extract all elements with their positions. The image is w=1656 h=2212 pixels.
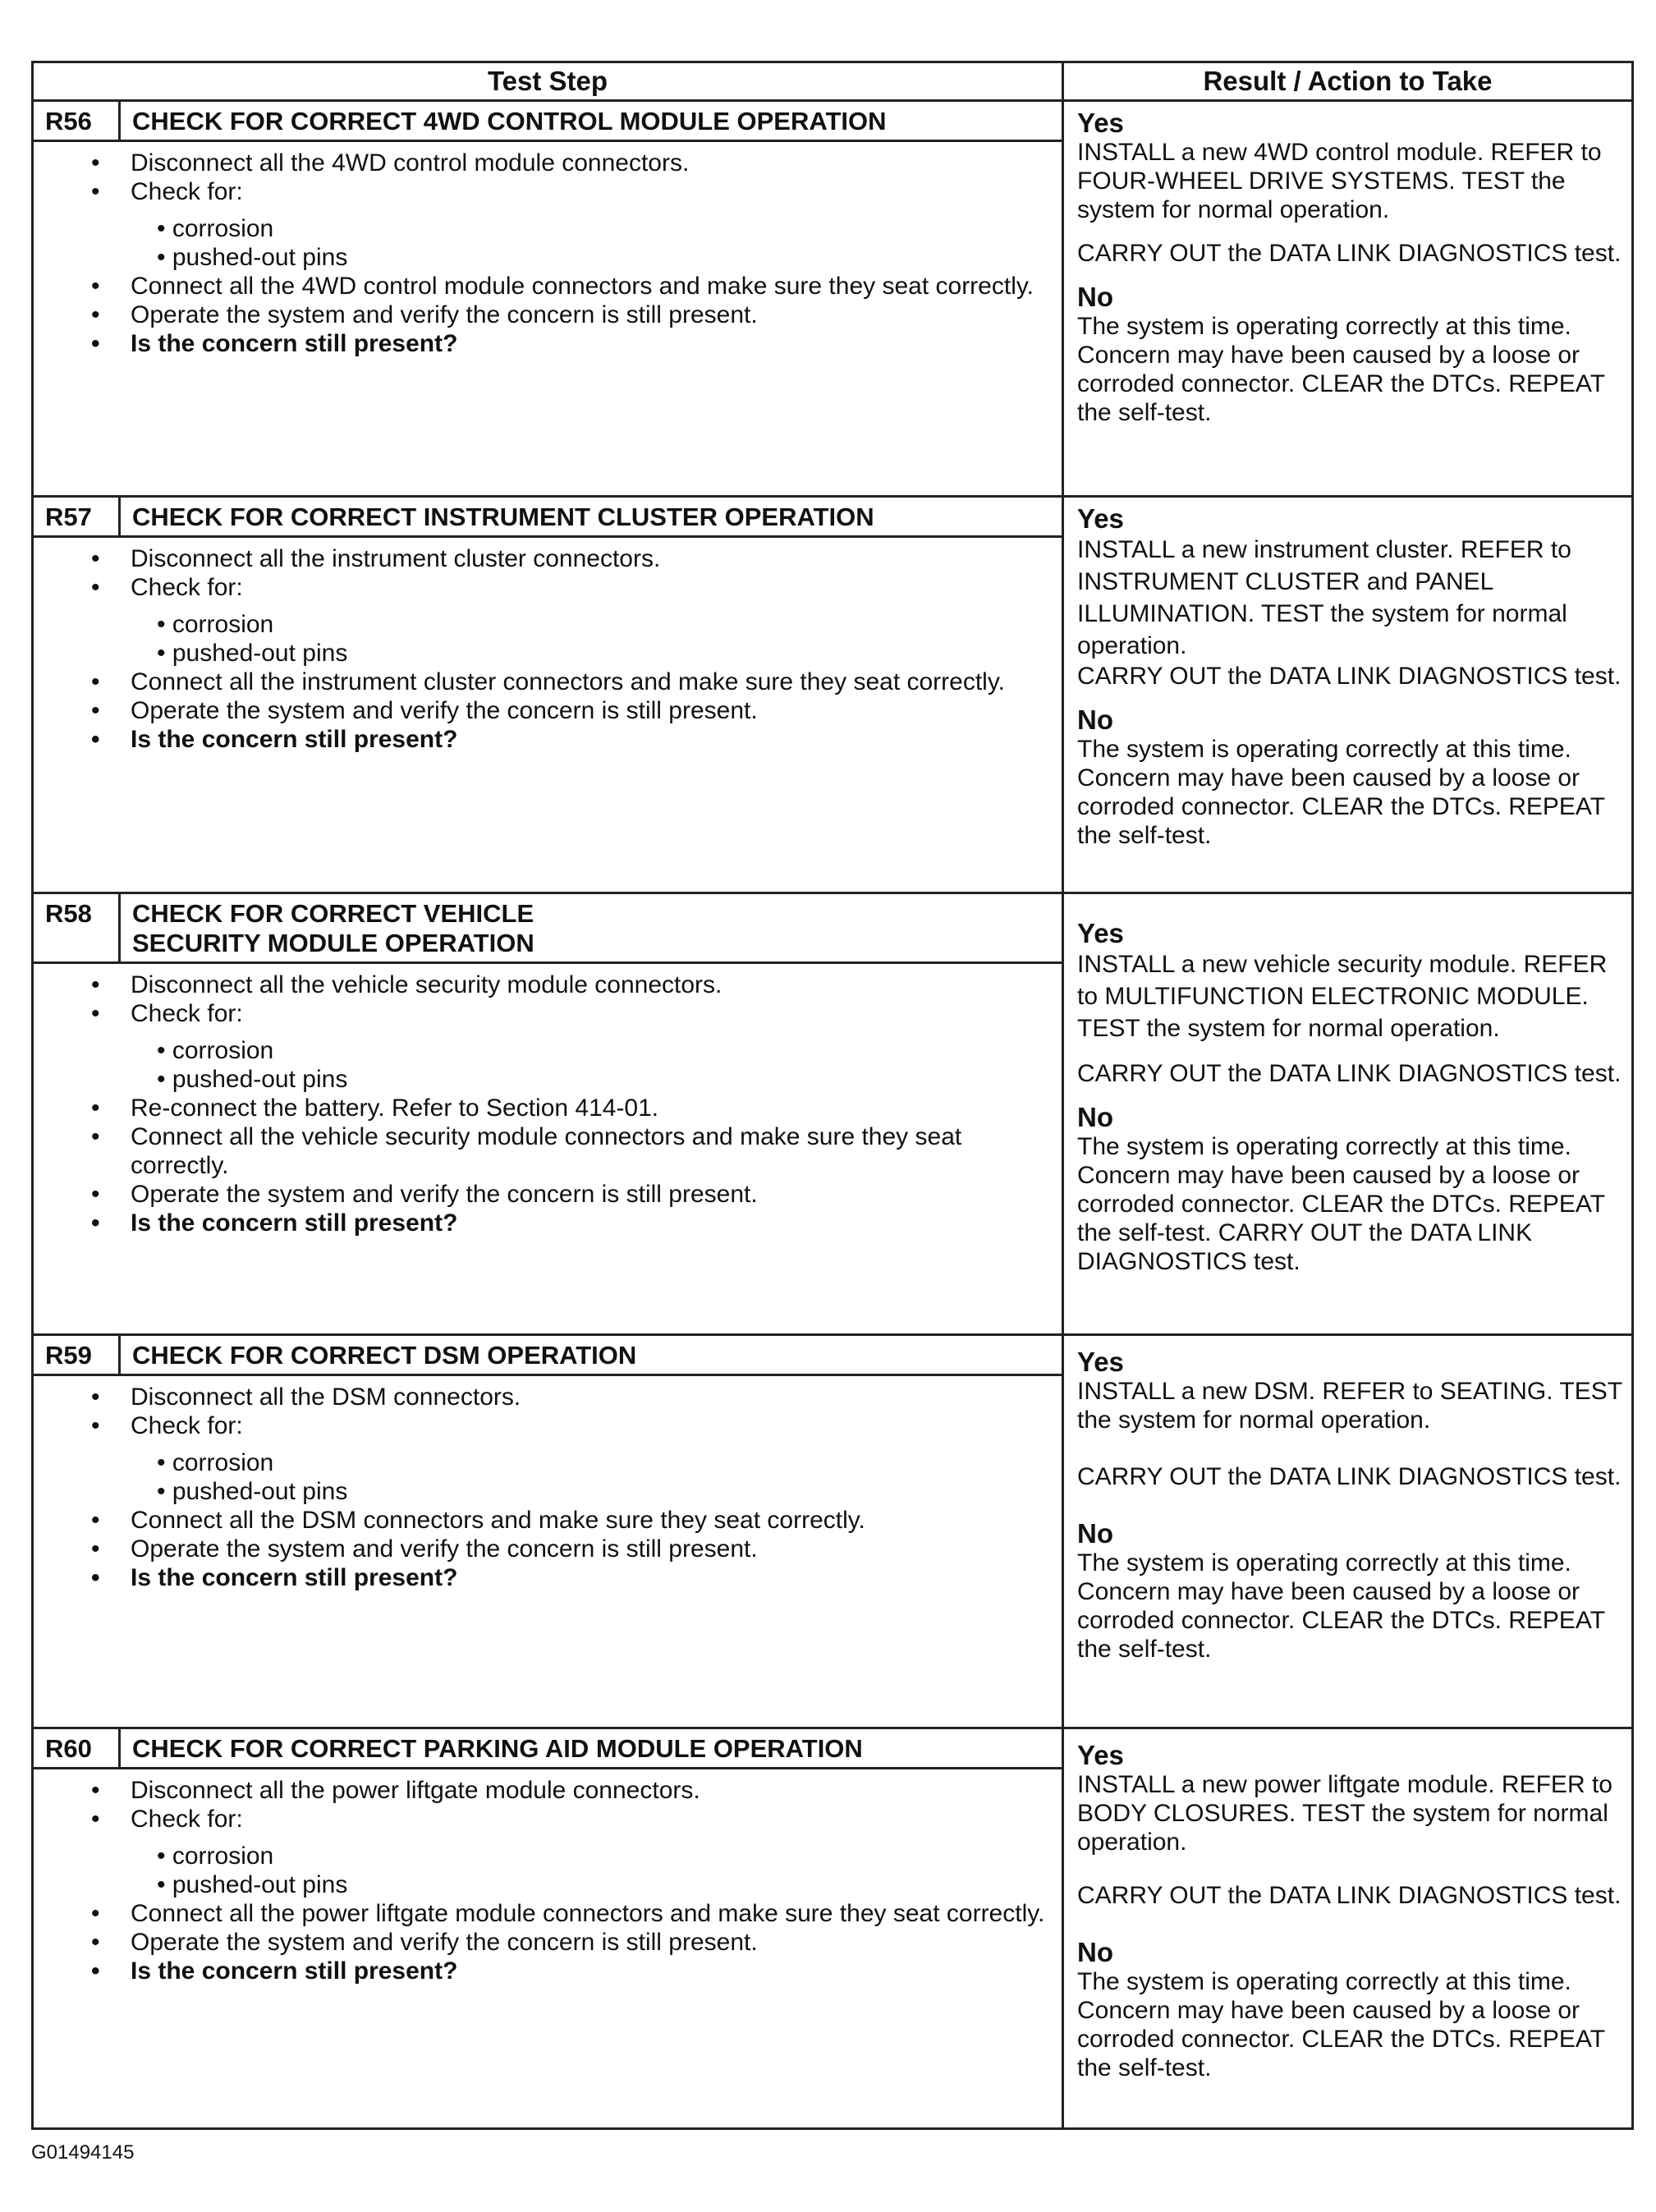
yes-label: Yes	[1077, 1740, 1124, 1770]
sub-item: • pushed-out pins	[157, 1066, 348, 1093]
sub-item: • corrosion	[157, 1449, 274, 1476]
test-step-r58	[34, 894, 1631, 1336]
test-step-r57	[34, 498, 1631, 894]
sub-item: • pushed-out pins	[157, 244, 348, 271]
step-item: • Connect all the power liftgate module connectors and make sure they seat correctly.	[131, 1899, 1053, 1928]
yes-action: INSTALL a new vehicle security module. REFER to MULTIFUNCTION ELECTRONIC MODULE. TEST the system for normal operation.	[1077, 951, 1608, 1042]
step-item: • Disconnect all the DSM connectors.	[131, 1383, 1053, 1411]
step-procedure	[34, 1376, 1062, 1592]
result-action	[1064, 102, 1631, 495]
test-step-r60	[34, 1729, 1631, 2127]
no-label: No	[1077, 1518, 1113, 1549]
sub-item: • pushed-out pins	[157, 1478, 348, 1505]
yes-action: INSTALL a new 4WD control module. REFER to FOUR-WHEEL DRIVE SYSTEMS. TEST the system for normal operation.	[1077, 139, 1602, 223]
result-action	[1064, 894, 1631, 1333]
sub-item: • corrosion	[157, 1037, 274, 1064]
step-item: • Disconnect all the instrument cluster connectors.	[131, 544, 1053, 573]
sub-item: • corrosion	[157, 1843, 274, 1870]
test-step-r56	[34, 102, 1631, 498]
no-action: The system is operating correctly at this time. Concern may have been caused by a loose or corroded connector. CLEAR the DTCs. REPEAT the self-test.	[1077, 736, 1605, 849]
no-label: No	[1077, 282, 1113, 312]
step-item: • Check for:	[131, 573, 1053, 602]
result-action	[1064, 498, 1631, 892]
step-item: • Check for:	[131, 999, 1053, 1028]
yes-label: Yes	[1077, 503, 1124, 534]
yes-action: INSTALL a new power liftgate module. REFER to BODY CLOSURES. TEST the system for normal operation.	[1077, 1771, 1612, 1856]
step-item: • Connect all the instrument cluster connectors and make sure they seat correctly.	[131, 668, 1053, 696]
step-title: CHECK FOR CORRECT PARKING AID MODULE OPERATION	[132, 1734, 863, 1763]
step-question: • Is the concern still present?	[131, 1209, 1053, 1237]
no-action: The system is operating correctly at this time. Concern may have been caused by a loose or corroded connector. CLEAR the DTCs. REPEAT the self-test.	[1077, 1968, 1605, 2081]
no-label: No	[1077, 704, 1113, 735]
yes-action-2: CARRY OUT the DATA LINK DIAGNOSTICS test.	[1077, 663, 1622, 690]
step-procedure	[34, 1769, 1062, 1985]
step-item: • Operate the system and verify the concern is still present.	[131, 1928, 1053, 1957]
yes-action-2: CARRY OUT the DATA LINK DIAGNOSTICS test.	[1077, 240, 1622, 267]
no-action: The system is operating correctly at this time. Concern may have been caused by a loose or corroded connector. CLEAR the DTCs. REPEAT the self-test.	[1077, 313, 1605, 426]
step-item: • Re-connect the battery. Refer to Section 414-01.	[131, 1094, 1053, 1122]
step-item: • Operate the system and verify the concern is still present.	[131, 1180, 1053, 1209]
diagnostic-table	[31, 61, 1634, 2130]
step-item: • Operate the system and verify the concern is still present.	[131, 301, 1053, 329]
yes-action: INSTALL a new instrument cluster. REFER to INSTRUMENT CLUSTER and PANEL ILLUMINATION. TEST the system for normal operation.	[1077, 536, 1571, 659]
step-title: CHECK FOR CORRECT DSM OPERATION	[132, 1341, 637, 1370]
step-id: R58	[34, 894, 121, 961]
step-question: • Is the concern still present?	[131, 329, 1053, 358]
no-action: The system is operating correctly at this time. Concern may have been caused by a loose or corroded connector. CLEAR the DTCs. REPEAT the self-test.	[1077, 1549, 1605, 1663]
step-procedure	[34, 964, 1062, 1237]
step-item: • Disconnect all the 4WD control module connectors.	[131, 149, 1053, 177]
yes-action: INSTALL a new DSM. REFER to SEATING. TEST the system for normal operation.	[1077, 1378, 1622, 1434]
step-id: R59	[34, 1336, 121, 1374]
col-header-result: Result / Action to Take	[1203, 66, 1493, 96]
step-procedure	[34, 142, 1062, 358]
step-item: • Check for:	[131, 1411, 1053, 1440]
step-item: • Check for:	[131, 177, 1053, 206]
step-question: • Is the concern still present?	[131, 1563, 1053, 1592]
step-question: • Is the concern still present?	[131, 725, 1053, 754]
sub-item: • corrosion	[157, 215, 274, 242]
no-label: No	[1077, 1102, 1113, 1132]
step-title: CHECK FOR CORRECT VEHICLE SECURITY MODULE OPERATION	[132, 899, 534, 957]
sub-item: • pushed-out pins	[157, 1871, 348, 1898]
step-item: • Operate the system and verify the concern is still present.	[131, 1535, 1053, 1563]
result-action	[1064, 1336, 1631, 1727]
step-item: • Disconnect all the power liftgate module connectors.	[131, 1776, 1053, 1805]
no-label: No	[1077, 1937, 1113, 1967]
figure-id: G01494145	[31, 2141, 135, 2164]
test-step-r59	[34, 1336, 1631, 1729]
yes-label: Yes	[1077, 1347, 1124, 1377]
sub-item: • corrosion	[157, 611, 274, 638]
yes-action-2: CARRY OUT the DATA LINK DIAGNOSTICS test.	[1077, 1463, 1622, 1490]
step-id: R57	[34, 498, 121, 535]
step-item: • Check for:	[131, 1805, 1053, 1833]
step-item: • Connect all the vehicle security module connectors and make sure they seat correctly.	[131, 1122, 1053, 1180]
step-id: R56	[34, 102, 121, 140]
step-question: • Is the concern still present?	[131, 1957, 1053, 1985]
step-item: • Operate the system and verify the concern is still present.	[131, 696, 1053, 725]
no-action: The system is operating correctly at this time. Concern may have been caused by a loose or corroded connector. CLEAR the DTCs. REPEAT the self-test. CARRY OUT the DATA LINK DIAGNOSTICS test.	[1077, 1133, 1605, 1275]
yes-label: Yes	[1077, 918, 1124, 948]
table-header	[34, 63, 1631, 102]
step-title: CHECK FOR CORRECT INSTRUMENT CLUSTER OPERATION	[132, 503, 874, 531]
step-item: • Disconnect all the vehicle security module connectors.	[131, 971, 1053, 999]
result-action	[1064, 1729, 1631, 2127]
sub-item: • pushed-out pins	[157, 640, 348, 667]
yes-label: Yes	[1077, 108, 1124, 138]
step-item: • Connect all the 4WD control module connectors and make sure they seat correctly.	[131, 272, 1053, 301]
step-title: CHECK FOR CORRECT 4WD CONTROL MODULE OPERATION	[132, 107, 887, 135]
step-id: R60	[34, 1729, 121, 1767]
step-item: • Connect all the DSM connectors and make sure they seat correctly.	[131, 1506, 1053, 1535]
col-header-test-step: Test Step	[34, 63, 1064, 99]
step-procedure	[34, 538, 1062, 754]
yes-action-2: CARRY OUT the DATA LINK DIAGNOSTICS test.	[1077, 1060, 1622, 1087]
yes-action-2: CARRY OUT the DATA LINK DIAGNOSTICS test.	[1077, 1882, 1622, 1909]
